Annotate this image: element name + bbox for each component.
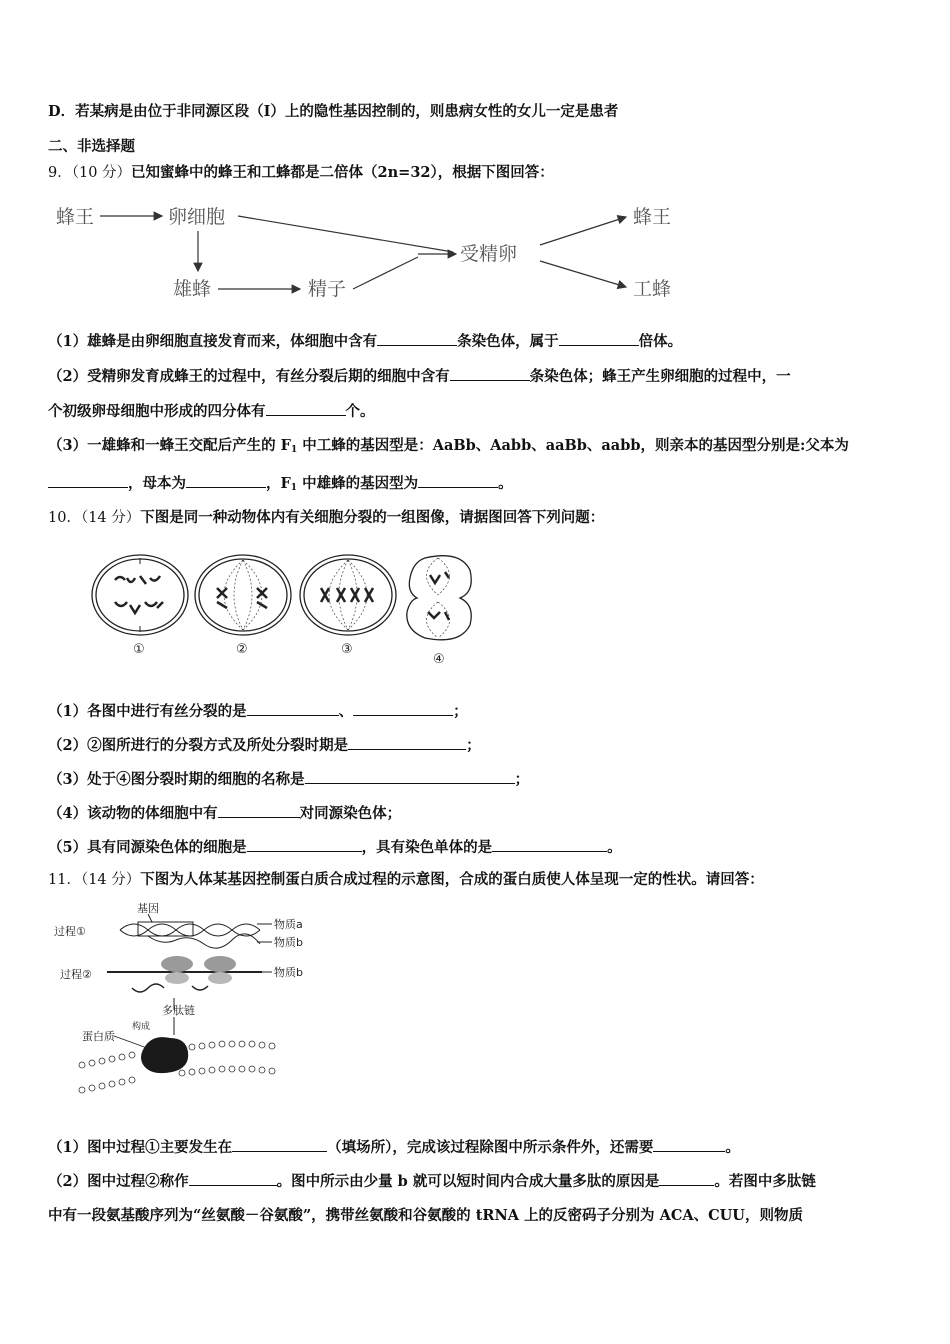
q9-p3-text-e: 中雄蜂的基因型为 [297,475,419,492]
q9-p2-text-a: （2）受精卵发育成蜂王的过程中，有丝分裂后期的细胞中含有 [48,368,450,385]
q10-stem [48,508,604,528]
cell-3-label: ③ [341,642,353,657]
q11-p1-blank1[interactable] [232,1136,327,1152]
q9-p3-blank2[interactable] [186,472,266,488]
q9-p2-text-d: 个。 [345,403,375,420]
diagram-sperm-label: 精子 [308,279,347,300]
constitute-label: 构成 [132,1022,151,1032]
process2-label: 过程② [60,968,92,981]
q9-p3-text-f: 。 [498,475,513,492]
q10-part4 [48,802,401,824]
q11-p1-text-c: 。 [725,1139,740,1156]
q9-p3-subscript2: 1 [290,483,298,493]
q9-part1 [48,330,682,352]
q9-p3-text-a: （3）一雄蜂和一蜂王交配后产生的 F [48,437,291,454]
q9-p3-text-c: ，母本为 [128,475,186,492]
substance-a-label: 物质a [274,918,303,931]
q9-p1-text-c: 倍体。 [638,333,683,350]
q9-p2-blank2[interactable] [266,400,346,416]
gene-label: 基因 [137,902,159,915]
q9-p1-text-b: 条染色体，属于 [457,333,559,350]
q9-p1-text-a: （1）雄蜂是由卵细胞直接发育而来，体细胞中含有 [48,333,378,350]
q9-p3-subscript: 1 [290,445,298,455]
q11-stem-text: 下图为人体某基因控制蛋白质合成过程的示意图，合成的蛋白质使人体呈现一定的性状。请回答： [140,871,764,888]
arrow-sperm-zygote [353,257,418,289]
cell-2-label: ② [236,642,248,657]
q10-p4-text-b: 对同源染色体； [299,805,402,822]
q9-p3-blank1[interactable] [48,472,128,488]
diagram-queen-label: 蜂王 [56,207,95,228]
q11-stem [48,870,764,890]
q10-part2 [48,734,481,756]
q10-p2-text-a: （2）②图所进行的分裂方式及所处分裂时期是 [48,737,349,754]
arrow-egg-zygote [238,216,453,252]
q10-p3-blank1[interactable] [305,768,515,784]
q11-p1-text-b: （填场所），完成该过程除图中所示条件外，还需要 [327,1139,654,1156]
cell-1 [92,555,188,635]
q9-p2-text-b: 条染色体；蜂王产生卵细胞的过程中，一 [529,368,791,385]
gene-expression-diagram [52,900,352,1110]
bee-reproduction-diagram [48,195,708,310]
diagram-out-queen-label: 蜂王 [633,207,672,228]
q9-score: （10 分） [71,165,132,181]
q10-p2-blank1[interactable] [348,734,466,750]
q9-part2-line2 [48,400,375,422]
q10-p2-text-b: ； [466,737,481,754]
q8-option-d: D．若某病是由位于非同源区段（I）上的隐性基因控制的，则患病女性的女儿一定是患者 [48,103,619,120]
q10-p4-blank1[interactable] [218,802,300,818]
q9-part3-line2 [48,472,513,498]
q10-p1-blank1[interactable] [247,700,339,716]
cell-4-label: ④ [433,652,445,667]
q10-p5-blank2[interactable] [492,836,607,852]
q9-number: 9． [48,165,72,181]
q10-stem-text: 下图是同一种动物体内有关细胞分裂的一组图像，请据图回答下列问题： [140,509,605,526]
q9-part2-line1 [48,365,791,387]
q9-p3-text-d: ，F [266,475,291,492]
diagram-zygote-label: 受精卵 [460,244,518,265]
q9-p1-blank2[interactable] [559,330,639,346]
cell-1-label: ① [133,642,145,657]
q10-part1 [48,700,468,722]
q11-p1-blank2[interactable] [653,1136,725,1152]
arrow-zygote-worker [540,261,626,287]
q11-number: 11． [48,872,81,888]
section-title: 二、非选择题 [48,138,135,155]
q11-p1-text-a: （1）图中过程①主要发生在 [48,1139,233,1156]
q9-stem-text: 已知蜜蜂中的蜂王和工蜂都是二倍体（2n=32），根据下图回答： [131,164,554,181]
q11-p2-text-a: （2）图中过程②称作 [48,1173,189,1190]
q9-stem [48,163,554,183]
polypeptide-label: 多肽链 [162,1004,195,1017]
q11-p2-blank2[interactable] [659,1170,714,1186]
q10-p5-text-c: 。 [607,839,622,856]
q10-p1-text-c: ； [453,703,468,720]
q11-p2-blank1[interactable] [189,1170,277,1186]
substance-b-label: 物质b [274,936,303,949]
process1-label: 过程① [54,925,86,938]
cell-3 [300,555,396,635]
diagram-drone-label: 雄蜂 [173,279,212,300]
q11-part2-line1 [48,1170,816,1192]
q9-p3-blank3[interactable] [418,472,498,488]
q10-p1-blank2[interactable] [353,700,453,716]
q9-p2-blank1[interactable] [450,365,530,381]
q11-part1 [48,1136,740,1158]
q10-p3-text-b: ； [514,771,530,788]
q10-p1-text-a: （1）各图中进行有丝分裂的是 [48,703,247,720]
q9-part3-line1 [48,436,849,460]
q10-part5 [48,836,622,858]
cell-4 [407,556,471,640]
diagram-out-worker-label: 工蜂 [633,279,672,300]
q10-p5-blank1[interactable] [247,836,362,852]
q10-p3-text-a: （3）处于④图分裂时期的细胞的名称是 [48,771,305,788]
protein-label: 蛋白质 [82,1030,115,1043]
q10-p5-text-b: ，具有染色单体的是 [361,839,493,856]
substance-b2-label: 物质b [274,966,303,979]
q9-p3-text-b: 中工蜂的基因型是：AaBb、Aabb、aaBb、aabb，则亲本的基因型分别是:父本为 [297,437,849,454]
q10-number: 10． [48,510,81,526]
q9-p1-blank1[interactable] [377,330,457,346]
q9-p2-text-c: 个初级卵母细胞中形成的四分体有 [48,403,266,420]
q10-score: （14 分） [80,510,141,526]
q10-p1-text-b: 、 [338,703,354,720]
q10-p4-text-a: （4）该动物的体细胞中有 [48,805,218,822]
ribosomes [161,956,236,984]
arrow-zygote-queen [540,217,626,245]
q10-p5-text-a: （5）具有同源染色体的细胞是 [48,839,247,856]
q10-part3 [48,768,529,790]
cell-division-figure [85,550,495,670]
q11-part2-line2 [48,1206,803,1226]
q11-p2-text-b: 。图中所示由少量 b 就可以短时间内合成大量多肽的原因是 [276,1173,660,1190]
diagram-egg-label: 卵细胞 [168,207,226,228]
q11-score: （14 分） [80,872,141,888]
q11-p2-text-c: 。若图中多肽链 [714,1173,816,1190]
cell-2 [195,555,291,635]
q11-p2-text-d: 中有一段氨基酸序列为“丝氨酸－谷氨酸”，携带丝氨酸和谷氨酸的 tRNA 上的反密码子分别为 ACA、CUU，则物质 [48,1207,803,1224]
membrane-protein [141,1037,188,1073]
